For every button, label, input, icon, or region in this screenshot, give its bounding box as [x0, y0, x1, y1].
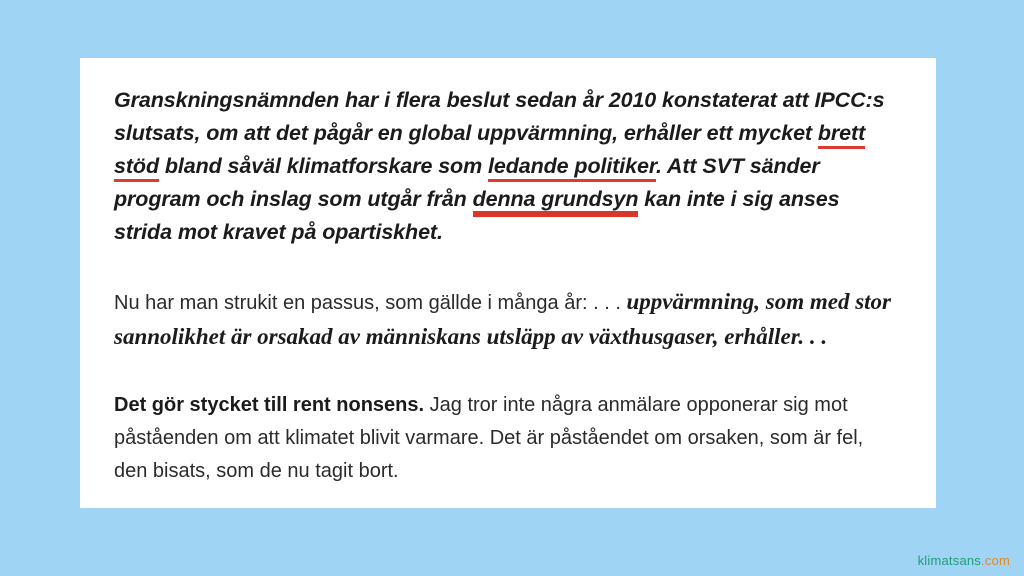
spacer-one [114, 259, 902, 285]
watermark-part-one: klimat [917, 553, 953, 568]
p1-highlight-ledande-politiker: ledande politiker [488, 154, 656, 182]
p1-highlight-denna-grundsyn: denna grundsyn [473, 187, 639, 217]
p2-quote: uppvärmning, som med stor sannolikhet är orsakad av människans utsläpp av växthusgaser, erhåller. . . [114, 289, 891, 349]
document-card [80, 58, 936, 508]
p2-intro: Nu har man strukit en passus, som gällde i många år: . . . [114, 292, 627, 314]
paragraph-one [114, 84, 902, 249]
p1-highlight-brett-stod: brett stöd [114, 121, 865, 182]
p3-rest: Jag tror inte några anmälare opponerar sig mot påståenden om att klimatet blivit varmare. Det är påståendet om orsaken, som är fel, den bisats, som de nu tagit bort. [114, 394, 864, 482]
watermark-part-two: sans [952, 553, 982, 568]
p1-segment-4: . Att SVT sänder program och inslag som utgår från [114, 154, 820, 211]
watermark [918, 553, 1010, 568]
p1-segment-2: bland såväl klimatforskare som [158, 154, 488, 178]
spacer-two [114, 365, 902, 389]
p1-segment-6: kan inte i sig anses strida mot kravet på opartiskhet. [114, 187, 840, 244]
p3-lead: Det gör stycket till rent nonsens. [114, 394, 425, 416]
paragraph-two [114, 285, 902, 355]
paragraph-three [114, 389, 902, 488]
watermark-part-three: .com [981, 553, 1010, 568]
p1-segment-0: Granskningsnämnden har i flera beslut sedan år 2010 konstaterat att IPCC:s slutsats, om att det pågår en global uppvärmning, erhåller ett mycket [114, 88, 885, 145]
